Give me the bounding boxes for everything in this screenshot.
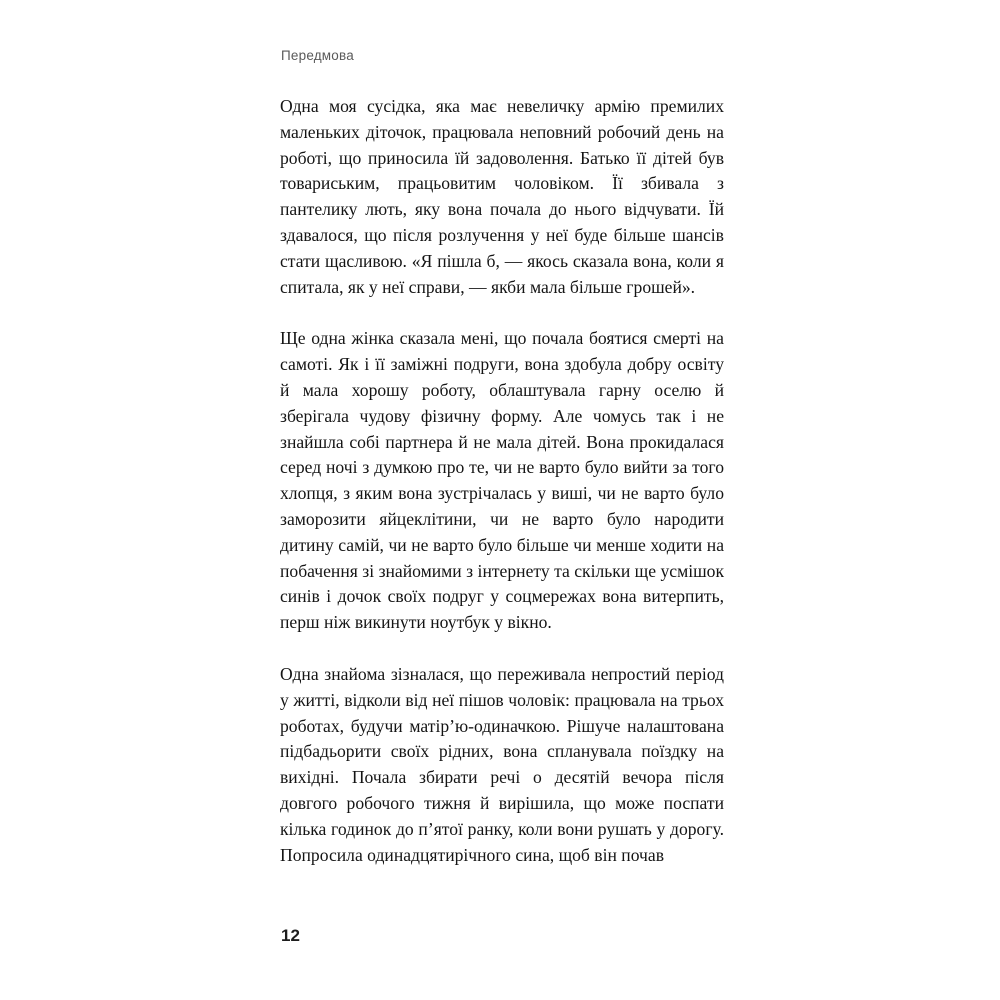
paragraph-3: Одна знайома зізналася, що переживала непростий період у житті, відколи від неї пішов чоловік: працювала на трьох роботах, будучи матір’ю-одиначкою. Рішуче налаштована підбадьорити своїх рідних, вона спланувала поїздку на вихідні. Почала збирати речі о десятій вечора після довгого робочого тижня й вирішила, що може поспати кілька годинок до п’ятої ранку, коли вони рушать у дорогу. Попросила одинадцятирічного сина, щоб він почав [280,663,724,865]
text-column [280,94,724,868]
running-header: Передмова [281,48,354,63]
paragraph-1: Одна моя сусідка, яка має невеличку армію премилих маленьких діточок, працювала неповний робочий день на роботі, що приносила їй задоволення. Батько її дітей був товариським, працьовитим чоловіком. Її збивала з пантелику лють, яку вона почала до нього відчувати. Їй здавалося, що після розлучення у неї буде більше шансів стати щасливою. «Я пішла б, — якось сказала вона, коли я спитала, як у неї справи, — якби мала більше грошей». [280,96,724,297]
paragraph-2: Ще одна жінка сказала мені, що почала боятися смерті на самоті. Як і її заміжні подруги, вона здобула добру освіту й мала хорошу роботу, облаштувала гарну оселю й зберігала чудову фізичну форму. Але чомусь так і не знайшла собі партнера й не мала дітей. Вона прокидалася серед ночі з думкою про те, чи не варто було вийти за того хлопця, з яким вона зустрічалась у виші, чи не варто було заморозити яйцеклітини, чи не варто було народити дитину самій, чи не варто було більше чи менше ходити на побачення зі знайомими з інтернету та скільки ще усмішок синів і дочок своїх подруг у соцмережах вона витерпить, перш ніж викинути ноутбук у вікно. [280,328,724,633]
page-number: 12 [281,926,300,945]
